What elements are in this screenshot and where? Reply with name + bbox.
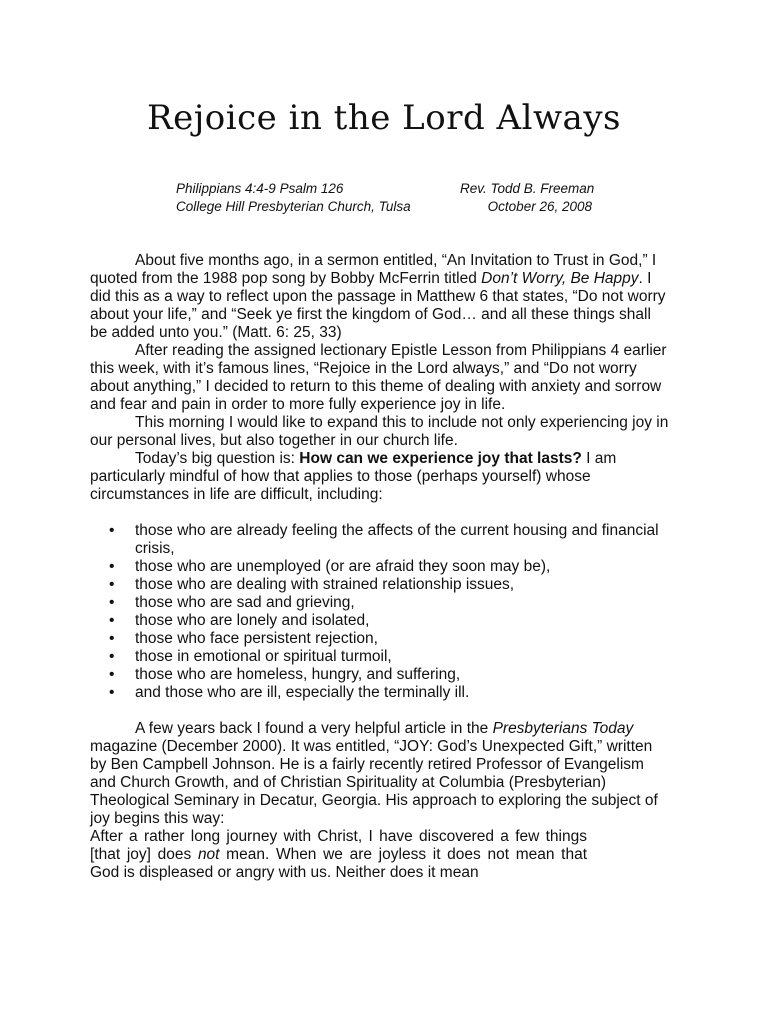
list-item: • those who are lonely and isolated,	[135, 612, 670, 630]
list-item: • those who face persistent rejection,	[135, 630, 670, 648]
paragraph-1: About five months ago, in a sermon entitled, “An Invitation to Trust in God,” I quoted from the 1988 pop song by Bobby McFerrin titled Don’t Worry, Be Happy. I did this as a way to reflect upon the passage in Matthew 6 that states, “Do not worry about your life,” and “Seek ye first the kingdom of God… and all these things shall be added unto you.” (Matt. 6: 25, 33)	[90, 252, 666, 341]
paragraph-4: Today’s big question is: How can we experience joy that lasts? I am particularly mindful of how that applies to those (perhaps yourself) whose circumstances in life are difficult, including:	[90, 450, 617, 503]
list-item: • those who are sad and grieving,	[135, 594, 670, 612]
list-item: • those who are already feeling the affects of the current housing and financial crisis,	[135, 522, 670, 558]
list-item: • those who are unemployed (or are afraid they soon may be),	[135, 558, 670, 576]
emphasis-not: not	[197, 846, 220, 863]
circumstances-list	[90, 522, 670, 702]
song-title: Don’t Worry, Be Happy	[481, 270, 639, 287]
paragraph-3: This morning I would like to expand this to include not only experiencing joy in our personal lives, but also together in our church life.	[90, 414, 669, 449]
list-item: • those who are dealing with strained relationship issues,	[135, 576, 670, 594]
author-name: Rev. Todd B. Freeman	[460, 181, 595, 196]
big-question: How can we experience joy that lasts?	[299, 450, 582, 467]
sermon-date: October 26, 2008	[487, 199, 592, 214]
sermon-body	[90, 252, 670, 882]
list-item: • and those who are ill, especially the terminally ill.	[135, 684, 670, 702]
block-quote: After a rather long journey with Christ, I have discovered a few things [that joy] does not mean. When we are joyless it does not mean that God is displeased or angry with us. Neither does it mean	[90, 828, 588, 881]
paragraph-5: A few years back I found a very helpful article in the Presbyterians Today magazine (December 2000). It was entitled, “JOY: God’s Unexpected Gift,” written by Ben Campbell Johnson. He is a fairly recently retired Professor of Evangelism and Church Growth, and of Christian Spirituality at Columbia (Presbyterian) Theological Seminary in Decatur, Georgia. His approach to exploring the subject of joy begins this way:	[90, 720, 658, 827]
scripture-references: Philippians 4:4-9 Psalm 126	[176, 181, 344, 196]
sermon-title: Rejoice in the Lord Always	[147, 98, 621, 138]
scripture-church-info	[176, 180, 411, 216]
church-name: College Hill Presbyterian Church, Tulsa	[176, 199, 411, 214]
paragraph-2: After reading the assigned lectionary Epistle Lesson from Philippians 4 earlier this week, with it’s famous lines, “Rejoice in the Lord always,” and “Do not worry about anything,” I decided to return to this theme of dealing with anxiety and sorrow and fear and pain in order to more fully experience joy in life.	[90, 342, 667, 413]
list-item: • those in emotional or spiritual turmoil,	[135, 648, 670, 666]
author-date-info	[460, 180, 595, 216]
magazine-title: Presbyterians Today	[492, 720, 634, 737]
list-item: • those who are homeless, hungry, and suffering,	[135, 666, 670, 684]
